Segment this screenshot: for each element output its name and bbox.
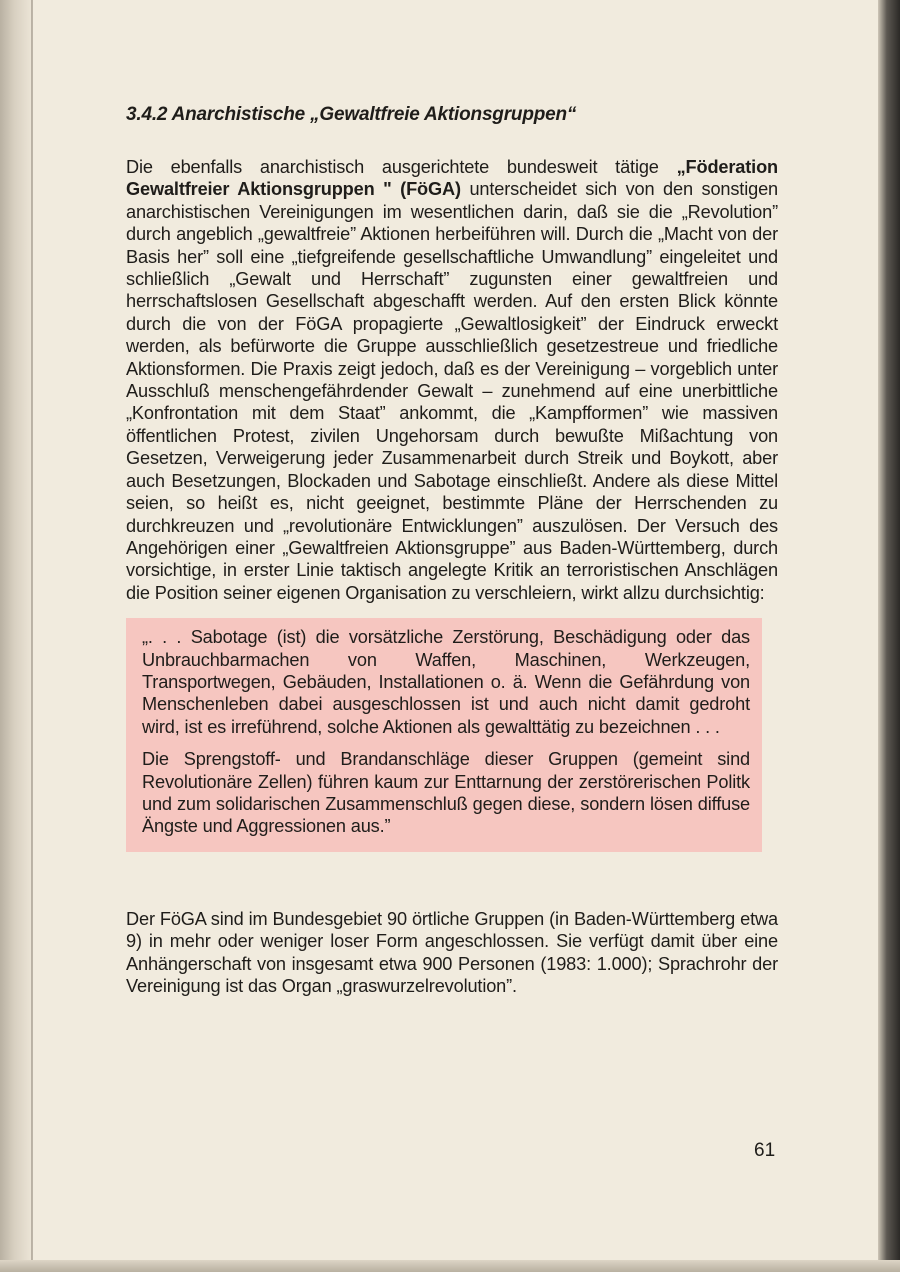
paragraph-1-intro: Die ebenfalls anarchistisch ausgerichtete bundesweit tätige [126, 157, 677, 177]
highlighted-quote-block [126, 618, 762, 852]
page-content [126, 104, 778, 997]
scan-page-edge [878, 0, 900, 1272]
body-paragraph-2: Der FöGA sind im Bundesgebiet 90 örtliche Gruppen (in Baden-Württemberg etwa 9) in mehr oder weniger loser Form angeschlossen. Sie verfügt damit über eine Anhängerschaft von insgesamt etwa 900 Personen (1983: 1.000); Sprachrohr der Vereinigung ist das Organ „graswurzelrevolution”. [126, 908, 778, 996]
scan-bottom-edge [0, 1260, 900, 1272]
scan-binding-shadow [0, 0, 32, 1272]
section-heading: 3.4.2 Anarchistische „Gewaltfreie Aktionsgruppen“ [126, 104, 577, 125]
body-paragraph-1 [126, 156, 778, 604]
quote-paragraph-2: Die Sprengstoff- und Brandanschläge dieser Gruppen (gemeint sind Revolutionäre Zellen) führen kaum zur Enttarnung der zerstörerischen Politk und zum solidarischen Zusammenschluß gegen diese, sondern lösen diffuse Ängste und Aggressionen aus.” [142, 749, 750, 837]
quote-paragraph-1: „. . . Sabotage (ist) die vorsätzliche Zerstörung, Beschädigung oder das Unbrauchbarmachen von Waffen, Maschinen, Werkzeugen, Transportwegen, Gebäuden, Installationen o. ä. Wenn die Gefährdung von Menschenleben dabei ausgeschlossen ist und auch nicht damit gedroht wird, ist es irreführend, solche Aktionen als gewalttätig zu bezeichnen . . . [142, 627, 750, 737]
organization-name-bold: „Föderation Gewaltfreier Aktionsgruppen " (FöGA) [126, 157, 778, 200]
scan-gutter-line [31, 0, 33, 1272]
page-number: 61 [754, 1140, 776, 1161]
paragraph-1-text: unterscheidet sich von den sonstigen anarchistischen Vereinigungen im wesentlichen darin, daß sie die „Revolution” durch angeblich „gewaltfreie” Aktionen herbeiführen will. Durch die „Macht von der Basis her” soll eine „tiefgreifende gesellschaftliche Umwandlung” eingeleitet und schließlich „Gewalt und Herrschaft” zugunsten einer gewaltfreien und herrschaftslosen Gesellschaft abgeschafft werden. Auf den ersten Blick könnte durch die von der FöGA propagierte „Gewaltlosigkeit” der Eindruck erweckt werden, als befürworte die Gruppe ausschließlich gesetzestreue und friedliche Aktionsformen. Die Praxis zeigt jedoch, daß es der Vereinigung – vorgeblich unter Ausschluß menschengefährdender Gewalt – zunehmend auf eine unerbittliche „Konfrontation mit dem Staat” ankommt, die „Kampfformen” wie massiven öffentlichen Protest, zivilen Ungehorsam durch bewußte Mißachtung von Gesetzen, Verweigerung jeder Zusammenarbeit durch Streik und Boykott, aber auch Besetzungen, Blockaden und Sabotage einschließt. Andere als diese Mittel seien, so heißt es, nicht geeignet, bestimmte Pläne der Herrschenden zu durchkreuzen und „revolutionäre Entwicklungen” auszulösen. Der Versuch des Angehörigen einer „Gewaltfreien Aktionsgruppe” aus Baden-Württemberg, durch vorsichtige, in erster Linie taktisch angelegte Kritik an terroristischen Anschlägen die Position seiner eigenen Organisation zu verschleiern, wirkt allzu durchsichtig: [126, 179, 779, 603]
